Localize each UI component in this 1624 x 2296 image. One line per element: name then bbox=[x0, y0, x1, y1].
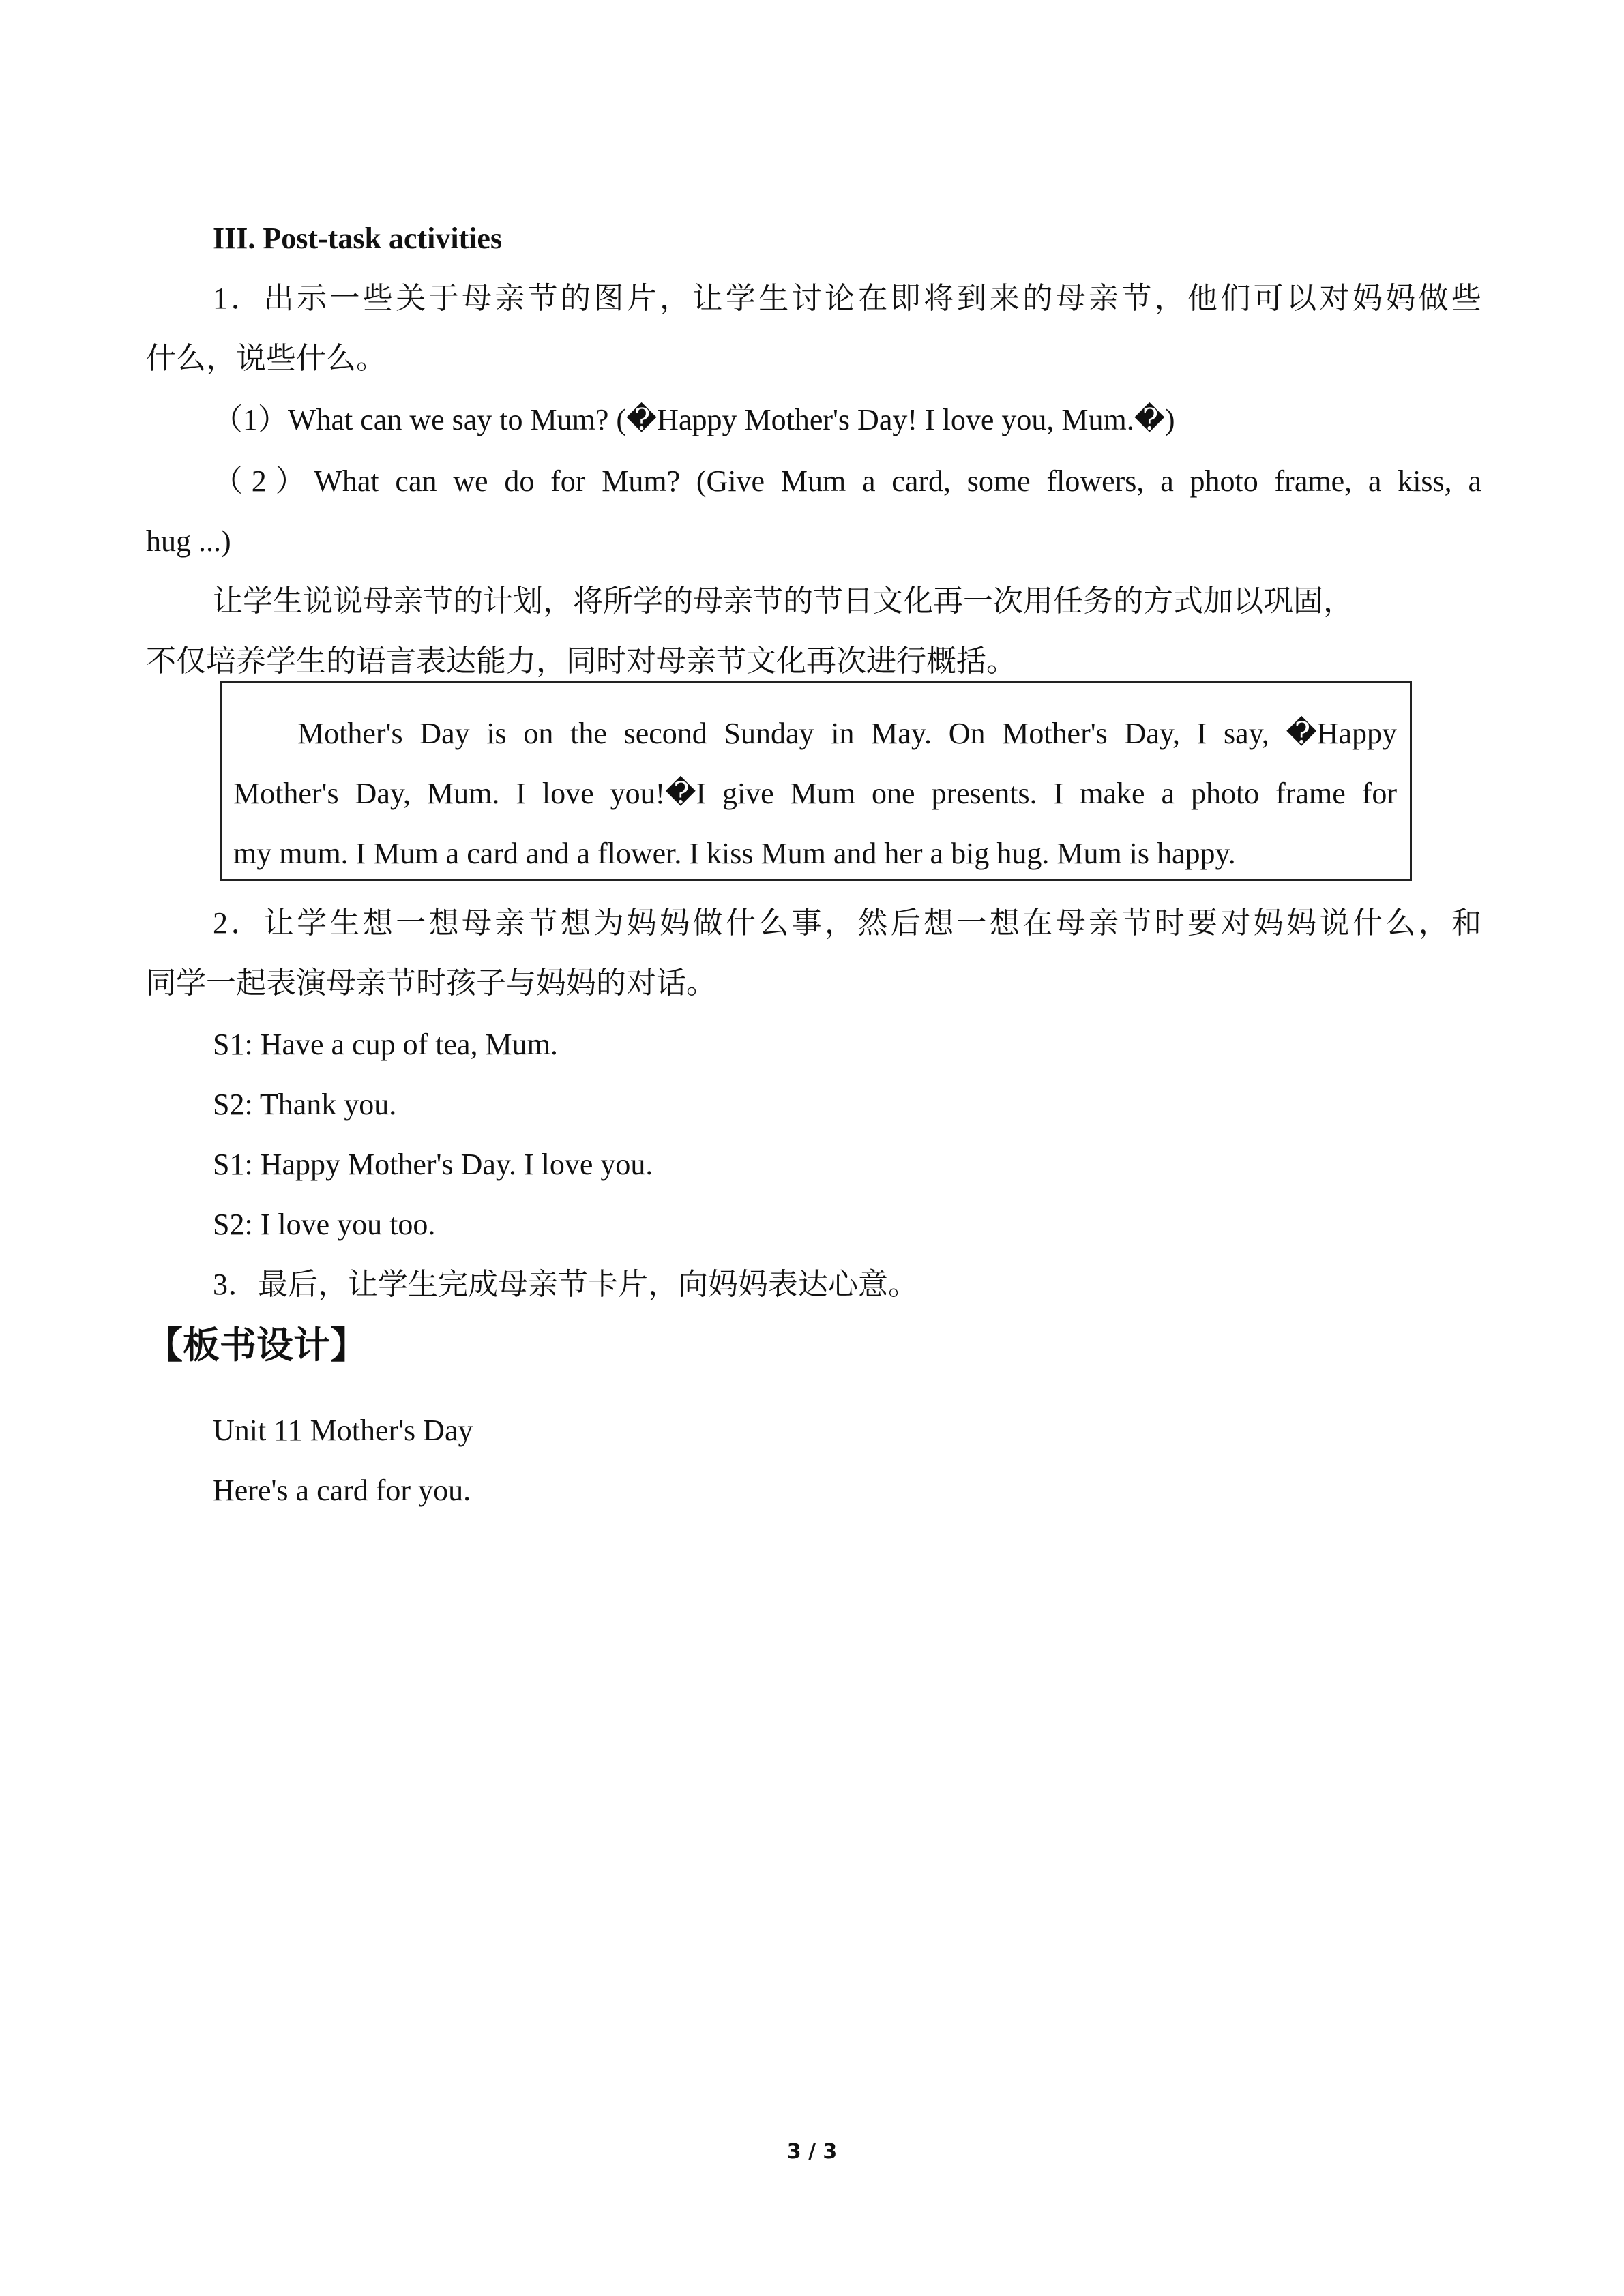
summary-line-2: Mother's Day, Mum. I love you!�I give Mum one presents. I make a photo frame for bbox=[233, 777, 1397, 810]
question-1: （1）What can we say to Mum? (�Happy Mother's Day! I love you, Mum.�) bbox=[213, 403, 1175, 436]
activity-note-line-1: 让学生说说母亲节的计划，将所学的母亲节的节日文化再一次用任务的方式加以巩固， bbox=[213, 584, 1353, 618]
dialogue-line: S1: Happy Mother's Day. I love you. bbox=[213, 1148, 653, 1181]
dialogue-line: S1: Have a cup of tea, Mum. bbox=[213, 1028, 558, 1061]
board-design-line-1: Unit 11 Mother's Day bbox=[213, 1414, 473, 1447]
summary-line-1: Mother's Day is on the second Sunday in May. On Mother's Day, I say, �Happy bbox=[297, 717, 1397, 750]
activity-1-line-2: 什么，说些什么。 bbox=[146, 342, 386, 375]
question-2-line-2: hug ...) bbox=[146, 524, 231, 558]
page-number: 3 / 3 bbox=[786, 2140, 838, 2164]
board-design-heading: 【板书设计】 bbox=[146, 1324, 367, 1367]
dialogue-line: S2: Thank you. bbox=[213, 1088, 397, 1121]
activity-2-line-2: 同学一起表演母亲节时孩子与妈妈的对话。 bbox=[146, 966, 716, 1000]
question-2-line-1: （2）What can we do for Mum? (Give Mum a card, some flowers, a photo frame, a kiss, a bbox=[213, 464, 1481, 498]
activity-note-line-2: 不仅培养学生的语言表达能力，同时对母亲节文化再次进行概括。 bbox=[146, 644, 1016, 678]
section-heading: III. Post-task activities bbox=[213, 222, 503, 255]
activity-1-line-1: 1．出示一些关于母亲节的图片，让学生讨论在即将到来的母亲节，他们可以对妈妈做些 bbox=[213, 282, 1481, 315]
activity-2-line-1: 2．让学生想一想母亲节想为妈妈做什么事，然后想一想在母亲节时要对妈妈说什么，和 bbox=[213, 906, 1481, 940]
dialogue-line: S2: I love you too. bbox=[213, 1208, 436, 1241]
summary-line-3: my mum. I Mum a card and a flower. I kiss Mum and her a big hug. Mum is happy. bbox=[233, 837, 1236, 870]
board-design-line-2: Here's a card for you. bbox=[213, 1474, 471, 1507]
activity-3: 3．最后，让学生完成母亲节卡片，向妈妈表达心意。 bbox=[213, 1268, 918, 1301]
